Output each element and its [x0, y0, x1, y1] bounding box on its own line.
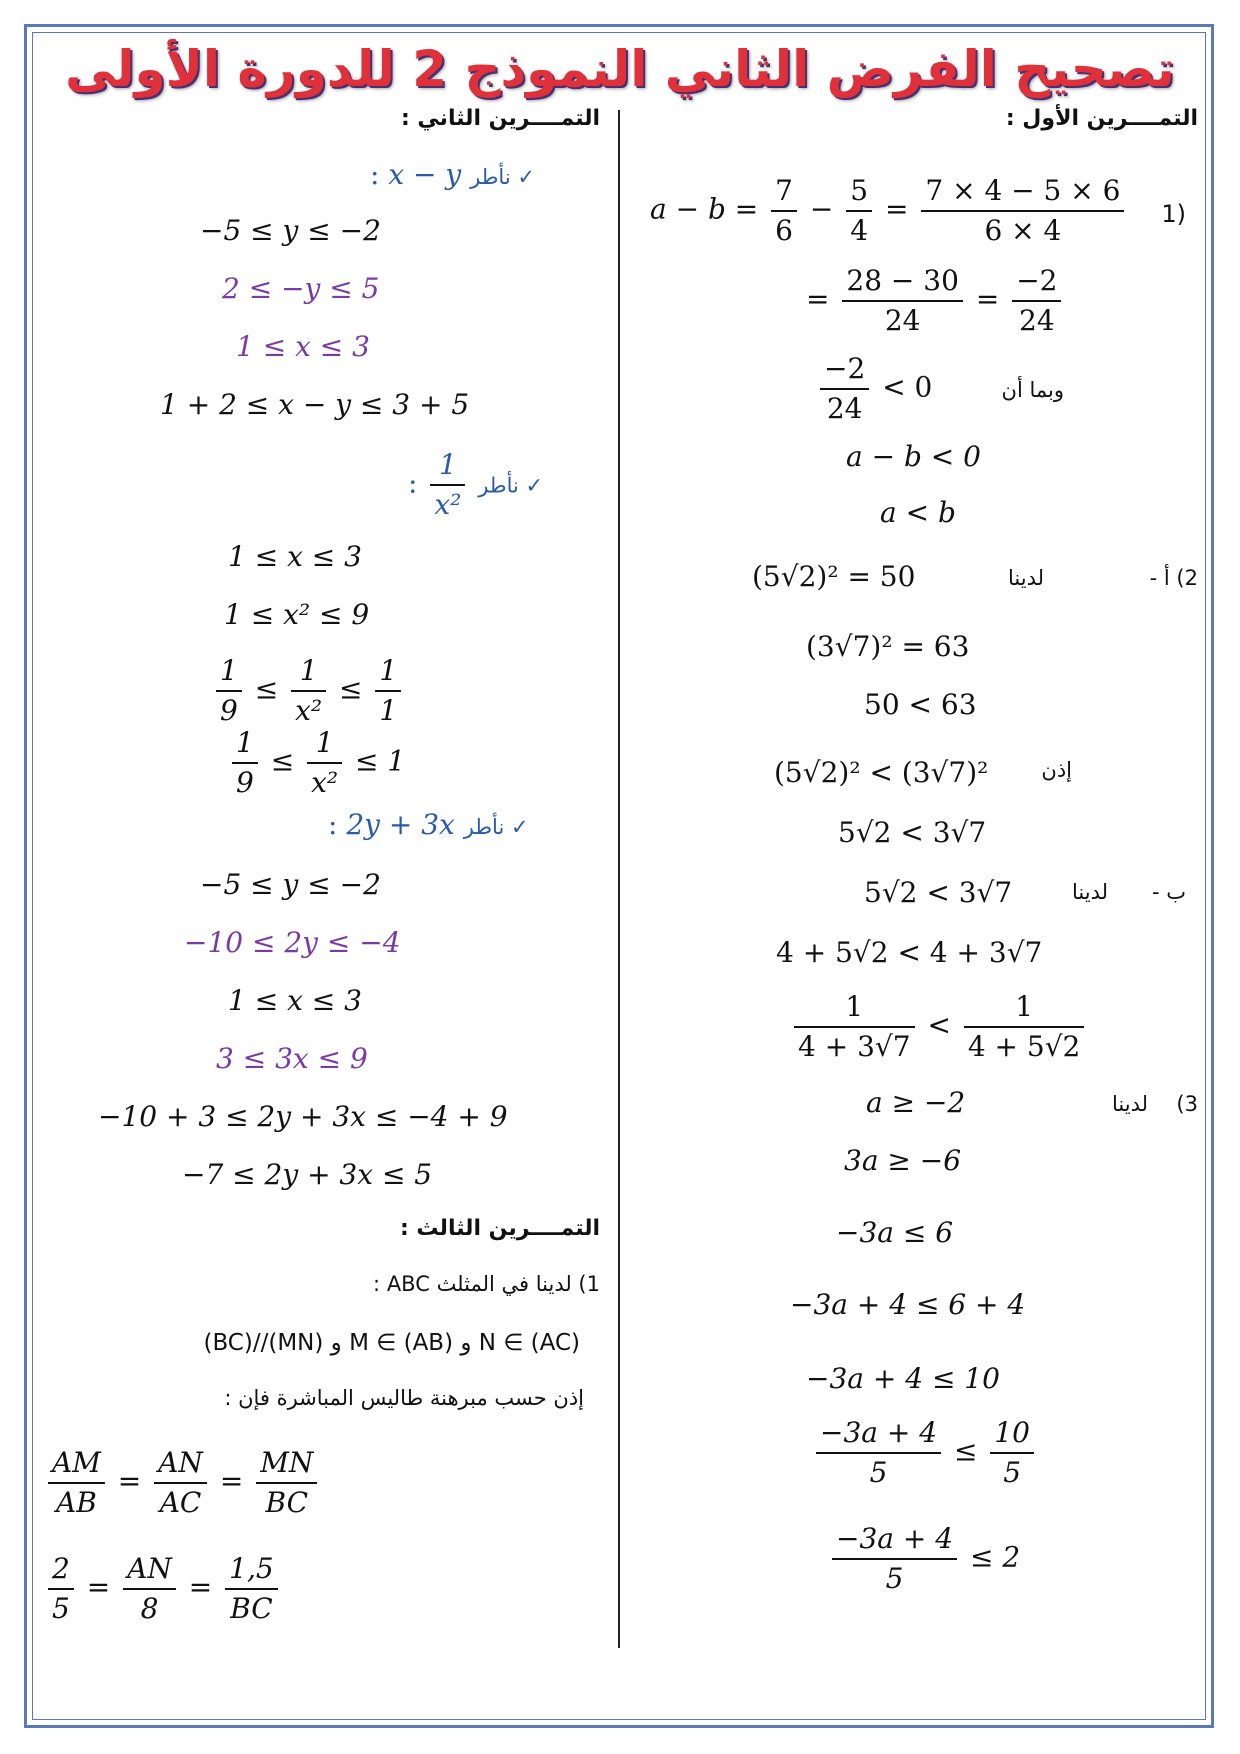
- ex1-line-5: a < b: [880, 496, 956, 529]
- ex2-line-7: $\frac{1}{9}$ ≤ $\frac{1}{\text{x²}}$ ≤ $\frac{1}{1}$: [212, 652, 405, 730]
- column-divider: [618, 110, 620, 1648]
- ex2-line-6: 1 ≤ x² ≤ 9: [224, 598, 370, 631]
- ex1-since-label: وبما أن: [1001, 378, 1064, 402]
- ex1-q2b-label: ب -: [1151, 880, 1186, 904]
- ex1-line-15: 3a ≥ −6: [844, 1144, 962, 1177]
- ex3-ratio-1: $\frac{AM}{AB}$ = $\frac{AN}{AC}$ = $\frac{MN}{BC}$: [44, 1444, 321, 1522]
- ex1-line-4: a − b < 0: [846, 440, 981, 473]
- ex2-line-14: −7 ≤ 2y + 3x ≤ 5: [182, 1158, 433, 1191]
- ex1-line-19: $\frac{-3a + 4}{5}$ ≤ $\frac{10}{5}$: [812, 1414, 1038, 1492]
- ex2-target-1: : x − y ✓ نأطر: [370, 158, 535, 191]
- ex1-line-12: 4 + 5√2 < 4 + 3√7: [776, 936, 1043, 969]
- page-title: تصحيح الفرض الثاني النموذج 2 للدورة الأولى: [65, 40, 1175, 98]
- ex1-line-7: (3√7)² = 63: [806, 630, 970, 663]
- ex1-line-16: −3a ≤ 6: [836, 1216, 954, 1249]
- ex2-line-9: −5 ≤ y ≤ −2: [200, 868, 381, 901]
- ex1-q1-label: (1: [1161, 200, 1186, 228]
- ex1-line-3: $\frac{-2}{24}$ < 0: [816, 350, 932, 428]
- ex1-line-8: 50 < 63: [864, 688, 977, 721]
- ex3-ratio-2: $\frac{2}{5}$ = $\frac{AN}{8}$ = $\frac{1,5}{BC}$: [44, 1550, 282, 1628]
- ex1-have-label: لدينا: [1007, 566, 1044, 590]
- ex1-line-18: −3a + 4 ≤ 10: [806, 1362, 1000, 1395]
- ex2-line-10: −10 ≤ 2y ≤ −4: [184, 926, 401, 959]
- ex1-line-9: (5√2)² < (3√7)²: [774, 756, 989, 789]
- ex2-line-1: −5 ≤ y ≤ −2: [200, 214, 381, 247]
- ex1-q2a-label: 2) أ -: [1149, 566, 1198, 590]
- ex1-heading: التمــــرين الأول :: [1005, 106, 1198, 131]
- ex1-q3-label: 3): [1176, 1092, 1198, 1116]
- ex1-line-14: a ≥ −2: [866, 1086, 966, 1119]
- ex1-line-17: −3a + 4 ≤ 6 + 4: [790, 1288, 1026, 1321]
- ex1-line-2: = $\frac{28 - 30}{24}$ = $\frac{-2}{24}$: [806, 262, 1065, 340]
- ex2-line-3: 1 ≤ x ≤ 3: [236, 330, 370, 363]
- ex1-have2-label: لدينا: [1071, 880, 1108, 904]
- ex2-target-2: : $\frac{1}{\text{x²}}$ ✓ نأطر: [408, 448, 544, 521]
- ex2-line-2: 2 ≤ −y ≤ 5: [222, 272, 380, 305]
- ex2-line-11: 1 ≤ x ≤ 3: [228, 984, 362, 1017]
- ex2-target-3: : 2y + 3x ✓ نأطر: [328, 808, 529, 841]
- ex2-line-8: $\frac{1}{9}$ ≤ $\frac{1}{\text{x²}}$ ≤ 1: [228, 724, 405, 802]
- ex3-para-2: N ∈ (AC) و M ∈ (AB) و (MN)//(BC): [203, 1330, 580, 1356]
- ex3-para-3: إذن حسب مبرهنة طاليس المباشرة فإن :: [224, 1386, 584, 1410]
- ex2-line-5: 1 ≤ x ≤ 3: [228, 540, 362, 573]
- ex1-have3-label: لدينا: [1111, 1092, 1148, 1116]
- ex2-line-12: 3 ≤ 3x ≤ 9: [216, 1042, 368, 1075]
- ex2-line-4: 1 + 2 ≤ x − y ≤ 3 + 5: [160, 388, 470, 421]
- ex1-line-11: 5√2 < 3√7: [864, 876, 1013, 909]
- ex1-line-10: 5√2 < 3√7: [838, 816, 987, 849]
- ex3-heading: التمــــرين الثالث :: [399, 1216, 600, 1241]
- ex2-line-13: −10 + 3 ≤ 2y + 3x ≤ −4 + 9: [98, 1100, 508, 1133]
- ex1-line-1: a − b = $\frac{7}{6}$ − $\frac{5}{4}$ = $\frac{7 \times 4 - 5 \times 6}{6 \times 4}$: [650, 172, 1128, 250]
- ex1-then-label: إذن: [1041, 758, 1072, 782]
- ex1-line-13: $\frac{1}{4 + 3√7}$ < $\frac{1}{4 + 5√2}$: [790, 988, 1088, 1066]
- ex1-line-20: $\frac{-3a + 4}{5}$ ≤ 2: [828, 1520, 1020, 1598]
- ex1-line-6: (5√2)² = 50: [752, 560, 916, 593]
- ex3-para-1: 1) لدينا في المثلث ABC :: [373, 1272, 600, 1296]
- ex2-heading: التمــــرين الثاني :: [400, 106, 600, 131]
